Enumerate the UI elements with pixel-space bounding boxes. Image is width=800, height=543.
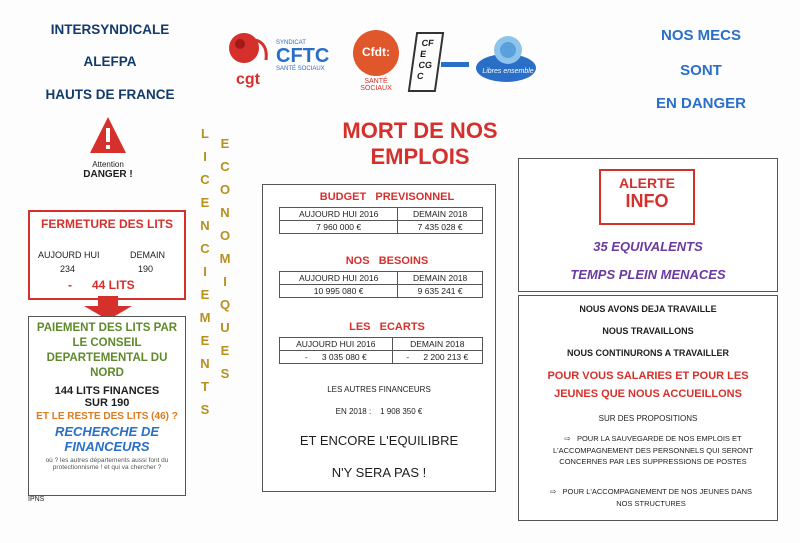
vertical-letter: E [200, 287, 210, 302]
equivalents-line2: TEMPS PLEIN MENACES [570, 267, 726, 282]
fermeture-col1-label: AUJOURD HUI [38, 250, 100, 260]
note-line2: protectionnisme ! et qui va chercher ? [52, 464, 162, 471]
danger-line2: SONT [680, 62, 722, 79]
vertical-letter: C [220, 159, 230, 174]
vertical-licenciements [198, 126, 212, 425]
vertical-letter: O [219, 182, 231, 197]
alerte-frame [599, 169, 695, 225]
fermeture-delta: - 44 LITS [68, 278, 135, 292]
financeurs-label: LES AUTRES FINANCEURS [327, 385, 431, 394]
besoins-title: NOS BESOINS [345, 255, 429, 267]
vertical-letter: S [200, 402, 210, 417]
besoins-v1: 10 995 080 € [280, 285, 398, 298]
eng-red1: POUR VOUS SALARIES ET POUR LES [547, 370, 749, 382]
vertical-letter: E [200, 333, 210, 348]
recherche-line2: FINANCEURS [64, 439, 150, 454]
fermeture-col2-value: 190 [138, 264, 154, 274]
vertical-letter: O [219, 228, 231, 243]
vertical-letter: I [203, 149, 207, 164]
eng-propositions: SUR DES PROPOSITIONS [598, 414, 698, 423]
equilibre-line2: N'Y SERA PAS ! [331, 465, 427, 480]
alerte-line2: INFO [625, 191, 669, 211]
ecarts-col1: AUJOURD HUI 2016 [280, 338, 393, 351]
budget-title: BUDGET PREVISONNEL [319, 191, 455, 203]
budget-v2: 7 435 028 € [398, 221, 483, 234]
budget-col1: AUJOURD HUI 2016 [280, 208, 398, 221]
vertical-letter: I [223, 274, 227, 289]
equilibre-line1: ET ENCORE L'EQUILIBRE [299, 433, 459, 448]
unsa-emblem-icon [476, 34, 540, 86]
warning-text-1: Attention [92, 160, 124, 169]
eng-item2: ⇨ POUR L'ACCOMPAGNEMENT DE NOS JEUNES DANS NOS STRUCTURES [549, 487, 755, 508]
cfdt-text: Cfdt: [362, 45, 390, 59]
cfe-cgc-text: CFE CGC [416, 38, 435, 81]
besoins-col2: DEMAIN 2018 [398, 272, 483, 285]
warning-sign [78, 115, 138, 185]
budget-col2: DEMAIN 2018 [398, 208, 483, 221]
financeurs-line: EN 2018 : 1 908 350 € [335, 407, 423, 416]
vertical-letter: N [220, 205, 230, 220]
paiement-title: PAIEMENT DES LITS PAR LE CONSEIL DEPARTEMENTAL DU NORD [36, 322, 178, 379]
vertical-letter: Q [219, 297, 231, 312]
vertical-letter: U [220, 320, 230, 335]
alerte-box [518, 158, 778, 292]
cfdt-logo [353, 30, 399, 76]
cftc-top-text: SYNDICAT [276, 40, 306, 46]
vertical-letter: E [220, 136, 230, 151]
fermeture-box [28, 210, 186, 300]
reste-question: ET LE RESTE DES LITS (46) ? [36, 411, 178, 422]
vertical-letter: C [200, 172, 210, 187]
besoins-table [279, 271, 483, 298]
eng-line2: NOUS TRAVAILLONS [602, 326, 694, 336]
vertical-letter: C [200, 241, 210, 256]
danger-line1: NOS MECS [660, 27, 741, 44]
fermeture-title: FERMETURE DES LITS [40, 217, 173, 231]
ecarts-col2: DEMAIN 2018 [392, 338, 482, 351]
financed-line1: 144 LITS FINANCES [54, 385, 160, 397]
ecarts-v2: - 2 200 213 € [392, 351, 482, 364]
danger-line3: EN DANGER [655, 95, 746, 112]
cgt-rose-icon [222, 30, 274, 74]
union-name-line1: INTERSYNDICALE [50, 22, 170, 37]
ecarts-v1: - 3 035 080 € [280, 351, 393, 364]
fermeture-col2-label: DEMAIN [130, 250, 166, 260]
cftc-text: CFTC [276, 45, 330, 67]
recherche-line1: RECHERCHE DE [54, 424, 159, 439]
fermeture-col1-value: 234 [60, 264, 76, 274]
ecarts-table [279, 337, 483, 364]
engagement-box [518, 295, 778, 521]
eng-line3: NOUS CONTINURONS A TRAVAILLER [567, 348, 729, 358]
vertical-economiques [218, 136, 232, 389]
vertical-letter: N [200, 356, 210, 371]
vertical-letter: E [220, 343, 230, 358]
ipns-label: IPNS [28, 496, 45, 503]
cfdt-sub-text: SANTÉ SOCIAUX [360, 78, 392, 92]
warning-triangle-icon [88, 115, 128, 155]
besoins-v2: 9 635 241 € [398, 285, 483, 298]
vertical-letter: E [200, 195, 210, 210]
budget-table [279, 207, 483, 234]
warning-text-2: DANGER ! [83, 169, 133, 180]
cgt-logo [222, 30, 274, 90]
page-title: MORT DE NOS EMPLOIS [342, 118, 498, 169]
financed-line2: SUR 190 [84, 397, 130, 409]
vertical-letter: M [199, 310, 211, 325]
paiement-box [28, 316, 186, 496]
cftc-sub-text: SANTÉ SOCIAUX [276, 66, 325, 72]
vertical-letter: L [201, 126, 209, 141]
unsa-text: Libres ensemble [482, 68, 534, 75]
budget-v1: 7 960 000 € [280, 221, 398, 234]
unsa-logo [476, 34, 540, 86]
vertical-letter: N [200, 218, 210, 233]
alerte-line1: ALERTE [619, 175, 675, 191]
ecarts-title: LES ECARTS [349, 321, 425, 333]
vertical-letter: M [219, 251, 231, 266]
note-line1: où ? les autres départements aussi font du [45, 457, 169, 464]
union-name-line3: HAUTS DE FRANCE [45, 87, 175, 102]
besoins-col1: AUJOURD HUI 2016 [280, 272, 398, 285]
eng-item1: ⇨ POUR LA SAUVEGARDE DE NOS EMPLOIS ET L'ACCOMPAGNEMENT DES PERSONNELS QUI SERONT CONCERNES PAR LES SUPPRESSIONS DE POSTES [553, 434, 756, 466]
cftc-logo [276, 40, 338, 72]
eng-line1: NOUS AVONS DEJA TRAVAILLE [579, 304, 717, 314]
budget-box [262, 184, 496, 492]
cfe-cgc-logo [408, 32, 444, 92]
vertical-letter: T [201, 379, 209, 394]
equivalents-line1: 35 EQUIVALENTS [593, 239, 703, 254]
union-name-line2: ALEFPA [83, 54, 137, 69]
vertical-letter: I [203, 264, 207, 279]
vertical-letter: S [220, 366, 230, 381]
cgt-logo-text: cgt [236, 71, 260, 88]
cfe-cgc-tag [441, 62, 469, 67]
eng-red2: JEUNES QUE NOUS ACCUEILLONS [554, 388, 742, 400]
